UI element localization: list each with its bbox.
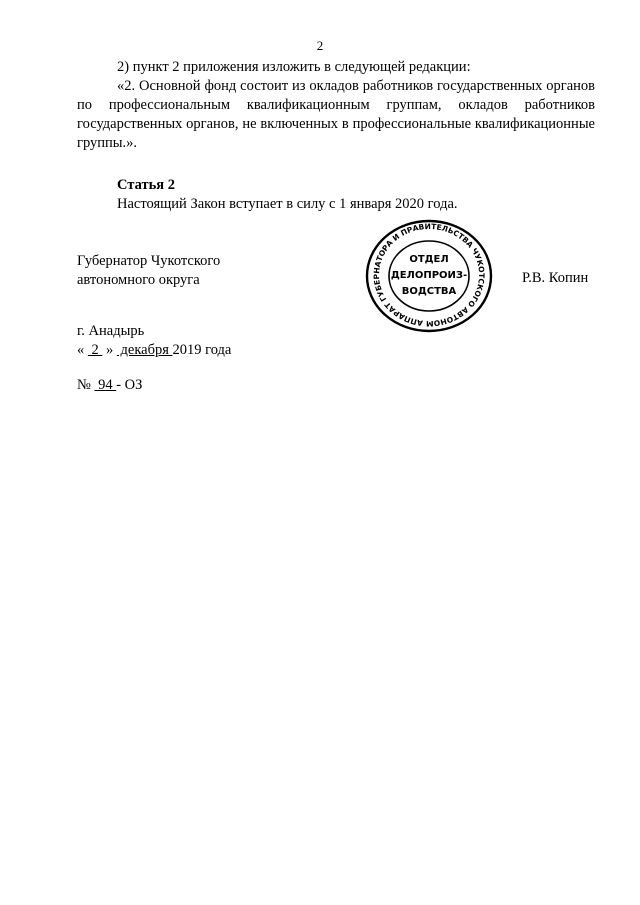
page-number: 2	[316, 38, 324, 53]
date-open-quote: «	[77, 342, 85, 358]
signatory-position	[77, 252, 220, 290]
date-day: 2	[87, 342, 103, 358]
law-number	[77, 377, 142, 394]
document-body	[77, 58, 595, 214]
item-2-quote: «2. Основной фонд состоит из окладов работников государственных органов по профессиональным квалификационным группам, окладов работников государственных органов, не включенных в профессиональные квалификационные группы.».	[77, 78, 595, 151]
item-2-intro: 2) пункт 2 приложения изложить в следующей редакции:	[117, 59, 471, 75]
stamp-line1: ОТДЕЛ	[409, 254, 449, 265]
signatory-position-line2: автономного округа	[77, 272, 200, 288]
signatory-position-line1: Губернатор Чукотского	[77, 253, 221, 269]
date-year: 2019 года	[172, 342, 232, 358]
article-2-title: Статья 2	[117, 177, 175, 193]
signatory-name: Р.В. Копин	[522, 270, 589, 286]
date-month: декабря	[116, 342, 173, 358]
date-close-quote: »	[106, 342, 114, 358]
stamp-ring-text: АППАРАТ ГУБЕРНАТОРА И ПРАВИТЕЛЬСТВА ЧУКОТСКОГО АВТОНОМ	[371, 221, 487, 329]
stamp-line2: ДЕЛОПРОИЗ-	[390, 270, 468, 281]
date-line	[77, 341, 231, 360]
office-stamp	[356, 219, 502, 334]
number-value: 94	[94, 377, 117, 393]
place: г. Анадырь	[77, 323, 145, 339]
place-and-date	[77, 322, 231, 360]
article-2-text: Настоящий Закон вступает в силу с 1 января 2020 года.	[117, 196, 458, 212]
number-prefix: №	[77, 377, 91, 393]
stamp-line3: ВОДСТВА	[401, 286, 457, 297]
number-suffix: - ОЗ	[116, 377, 143, 393]
